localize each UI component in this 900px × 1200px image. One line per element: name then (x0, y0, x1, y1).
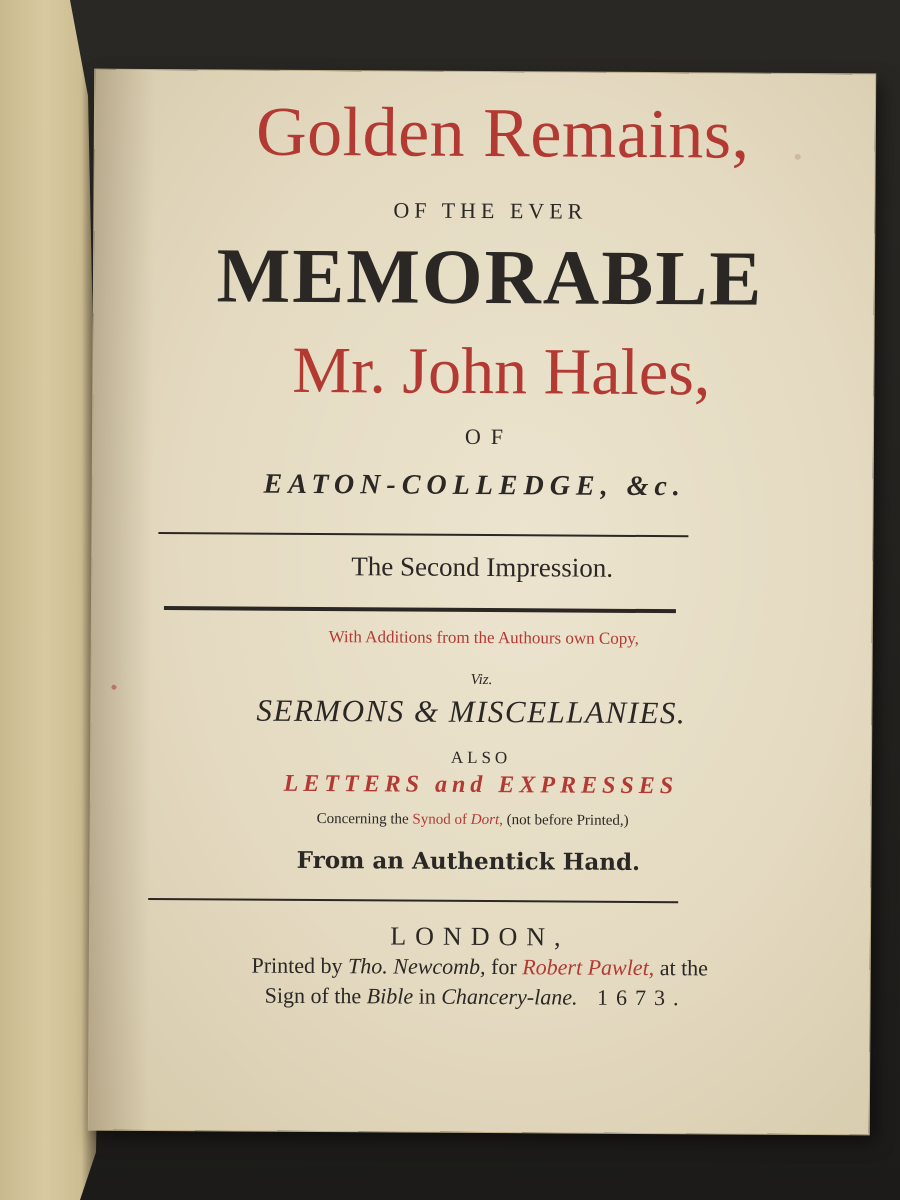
sign-of-the-text: Sign of the (264, 982, 362, 1009)
additions-line: With Additions from the Authours own Copy, (328, 627, 640, 648)
subtitle-memorable: MEMORABLE (216, 231, 764, 322)
dort-text: Dort, (470, 811, 503, 829)
letters-line: LETTERS and EXPRESSES (283, 770, 679, 800)
book-title: Golden Remains, (255, 93, 750, 174)
horizontal-rule (148, 898, 678, 903)
in-text: in (418, 983, 436, 1009)
authentick-line: From an Authentick Hand. (296, 846, 641, 876)
sermons-line: SERMONS & MISCELLANIES. (256, 692, 687, 731)
concerning-text: Concerning the (316, 810, 409, 828)
horizontal-rule (158, 532, 688, 537)
for-text: for (491, 954, 517, 980)
bible-text: Bible (366, 983, 414, 1009)
not-before-printed-text: (not before Printed,) (506, 812, 629, 829)
imprint-city: LONDON, (390, 921, 570, 952)
subtitle-of-the-ever: OF THE EVER (393, 197, 588, 224)
at-the-text: at the (659, 955, 709, 981)
publisher-name: Robert Pawlet, (522, 954, 655, 981)
chancery-lane-text: Chancery-lane. (441, 983, 578, 1010)
college-name: EATON-COLLEDGE, &c. (263, 468, 686, 503)
also-line: ALSO (450, 747, 512, 768)
author-name: Mr. John Hales, (292, 333, 711, 410)
printed-by-text: Printed by (251, 952, 343, 979)
facing-endpaper (0, 0, 100, 1200)
imprint-sign-line (86, 982, 866, 1013)
horizontal-rule (164, 606, 676, 613)
impression-line: The Second Impression. (351, 551, 614, 583)
title-page (89, 70, 875, 1135)
synod-text: Synod of (412, 811, 468, 828)
subtitle-of: OF (464, 423, 514, 450)
imprint-printer-line (90, 952, 870, 983)
printer-name: Tho. Newcomb, (348, 953, 486, 980)
viz-line: Viz. (470, 671, 493, 689)
publication-year: 1673. (596, 984, 687, 1011)
concerning-line (83, 810, 863, 832)
